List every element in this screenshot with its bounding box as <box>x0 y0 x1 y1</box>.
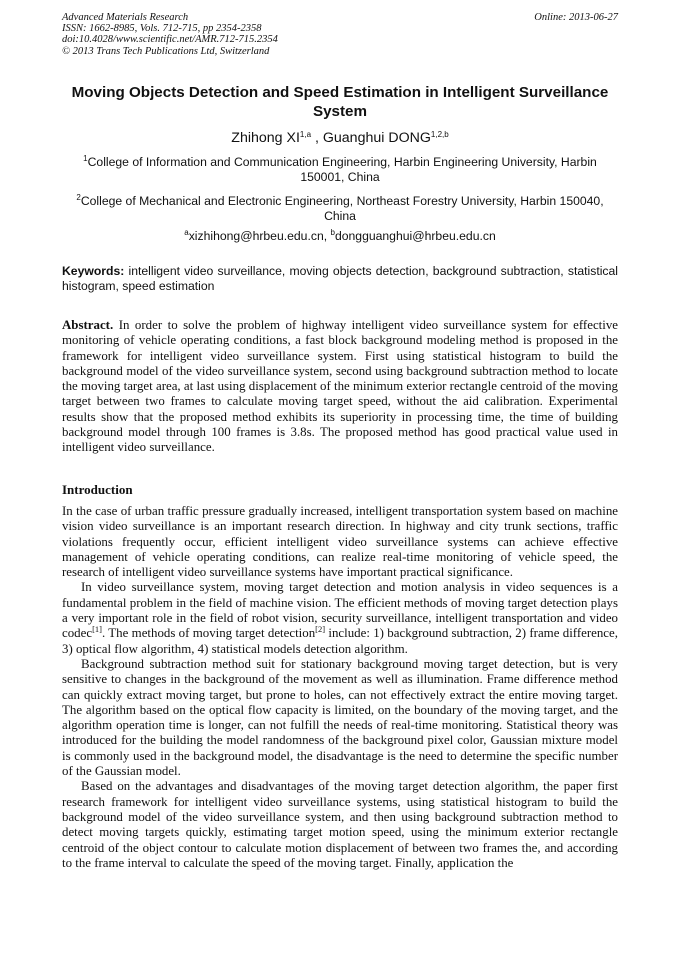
intro-paragraph-1: In the case of urban traffic pressure gradually increased, intelligent transportation system based on machine vision video surveillance is an important research direction. In highway and city trunk sections, traffic violations frequently occur, efficient intelligent video surveillance systems can achieve effective management of vehicle operating conditions, can realize real-time monitoring of vehicle speed, the research of intelligent video surveillance systems have important practical significance. <box>62 504 618 580</box>
intro-p2-part-a: In video surveillance system, moving target detection and motion analysis in video sequences is a fundamental problem in the field of machine vision. The efficient methods of moving target detection plays a very important role in the field of robot vision, security surveillance, intelligent transportation and video codec <box>62 580 618 641</box>
affiliation-2-text: College of Mechanical and Electronic Engineering, Northeast Forestry University, Harbin 150040, China <box>80 194 604 224</box>
affiliation-1-text: College of Information and Communication Engineering, Harbin Engineering University, Harbin 150001, China <box>87 155 597 185</box>
doi-line[interactable]: doi:10.4028/www.scientific.net/AMR.712-715.2354 <box>62 34 278 46</box>
abstract-text: In order to solve the problem of highway intelligent video surveillance system for effective monitoring of vehicle operating conditions, a fast block background modeling method is proposed in the framework for intelligent video surveillance system. First using statistical histogram to build the background model of the video surveillance system, second using background subtraction method to locate the moving target area, at last using displacement of the minimum exterior rectangle centroid of the moving target between two frames to calculate moving target speed, without the aid calibration. Experimental results show that the proposed method exhibits its superiority in processing time, the time of building background model through 100 frames is 3.8s. The proposed method has good practical value used in intelligent video surveillance. <box>62 318 618 455</box>
affiliation-1 <box>62 155 618 185</box>
email-a[interactable]: xizhihong@hrbeu.edu.cn <box>188 229 324 243</box>
online-date: Online: 2013-06-27 <box>534 12 618 23</box>
introduction-body <box>62 504 618 871</box>
copyright-line: © 2013 Trans Tech Publications Ltd, Switzerland <box>62 45 270 57</box>
authors-line <box>62 129 618 147</box>
keywords-label: Keywords: <box>62 264 125 278</box>
issn-line: ISSN: 1662-8985, Vols. 712-715, pp 2354-2358 <box>62 23 262 35</box>
author-1-name: Zhihong XI <box>231 130 300 146</box>
intro-paragraph-2 <box>62 580 618 656</box>
paper-title: Moving Objects Detection and Speed Estimation in Intelligent Surveillance System <box>71 84 609 120</box>
author-2-sup: 1,2,b <box>430 130 449 139</box>
intro-paragraph-4: Based on the advantages and disadvantages of the moving target detection algorithm, the paper first research framework for intelligent video surveillance systems, using statistical histogram to build the background model of the video surveillance system, and then using background subtraction method to detect moving targets quickly, estimating target motion speed, using the minimum exterior rectangle centroid of the object contour to calculate motion displacement of between two frames the, and according to the frame interval to calculate the speed of the moving target. Finally, application the <box>62 779 618 870</box>
author-2-name: Guanghui DONG <box>322 130 431 146</box>
email-separator: , <box>323 229 331 243</box>
keywords-block <box>62 264 618 295</box>
citation-2[interactable]: [2] <box>315 624 326 635</box>
citation-1[interactable]: [1] <box>92 624 102 635</box>
introduction-heading: Introduction <box>62 482 133 497</box>
author-1-sup: 1,a <box>299 130 312 139</box>
emails-line <box>62 229 618 244</box>
email-a-sup: a <box>184 228 189 237</box>
affiliation-2 <box>62 194 618 224</box>
affiliation-2-sup: 2 <box>76 193 81 202</box>
keywords-text: intelligent video surveillance, moving objects detection, background subtraction, statistical histogram, speed estimation <box>62 264 618 294</box>
author-separator: , <box>311 130 323 146</box>
journal-name: Advanced Materials Research <box>62 12 189 23</box>
intro-p2-part-b: . The methods of moving target detection <box>101 626 316 641</box>
email-b-sup: b <box>330 228 335 237</box>
abstract-label: Abstract. <box>62 318 114 332</box>
intro-paragraph-3: Background subtraction method suit for stationary background moving target detection, but is very sensitive to changes in the background of the movement as well as illumination. Frame difference method can quickly extract moving target, but prone to holes, can not effectively extract the entire moving target. The algorithm based on the optical flow capacity is limited, on the boundary of the moving target, and the algorithm operation time is longer, can not fulfill the needs of real-time monitoring. Statistical theory was introduced for the building the model randomness of the background pixel color, Gaussian mixture model is commonly used in the background model, the disadvantage is the need to determine the specific number of the Gaussian model. <box>62 656 618 779</box>
intro-p2-part-c: include: 1) background subtraction, 2) frame difference, 3) optical flow algorithm, 4) statistical models detection algorithm. <box>62 626 618 656</box>
affiliation-1-sup: 1 <box>83 154 88 163</box>
journal-header <box>62 12 618 57</box>
email-b[interactable]: dongguanghui@hrbeu.edu.cn <box>334 229 496 243</box>
abstract-block <box>62 318 618 456</box>
